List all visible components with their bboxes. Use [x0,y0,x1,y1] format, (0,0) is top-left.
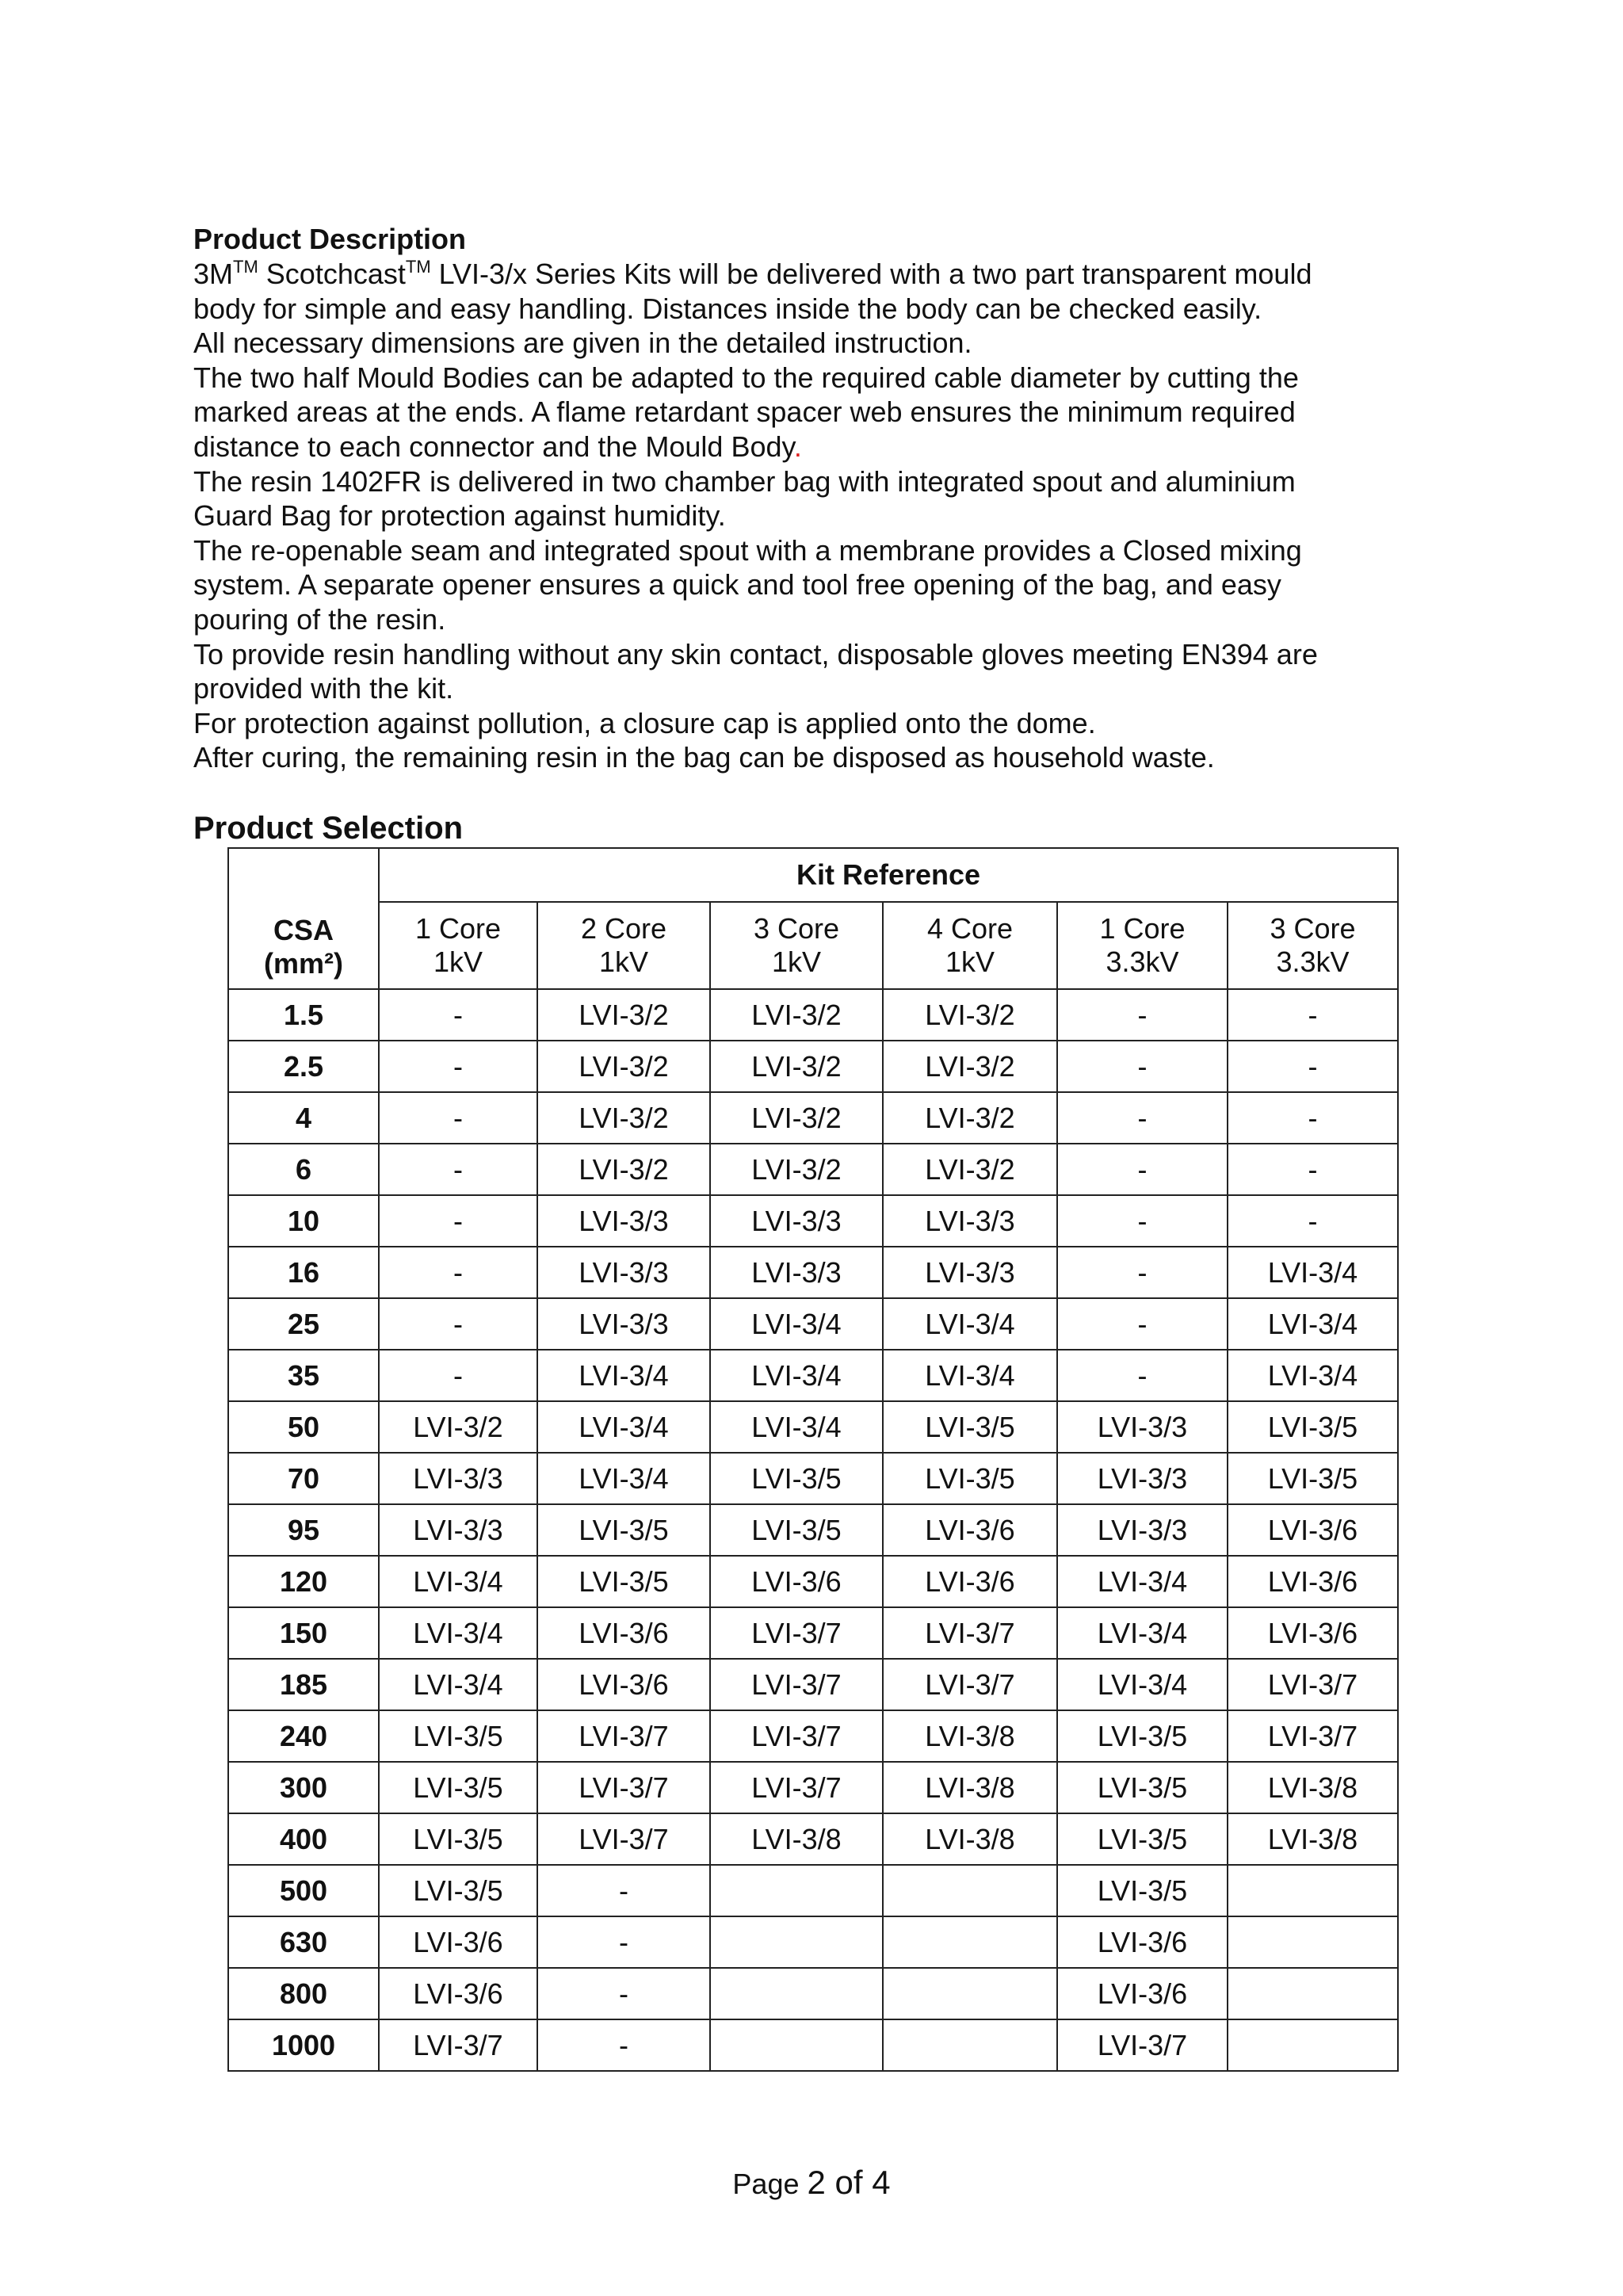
description-line: body for simple and easy handling. Distances inside the body can be checked easily. [193,292,1262,325]
kit-cell: LVI-3/5 [379,1710,537,1762]
kit-cell: LVI-3/5 [883,1401,1057,1453]
kit-cell: LVI-3/6 [379,1916,537,1968]
description-line: After curing, the remaining resin in the bag can be disposed as household waste. [193,741,1215,774]
csa-cell: 70 [228,1453,379,1504]
kit-cell [883,1865,1057,1916]
kit-cell: LVI-3/4 [1228,1298,1398,1350]
kit-cell: LVI-3/4 [710,1401,883,1453]
kit-cell: LVI-3/7 [710,1659,883,1710]
table-row [228,1401,1398,1453]
kit-cell: LVI-3/2 [883,1092,1057,1144]
kit-cell: LVI-3/5 [1228,1453,1398,1504]
kit-cell: - [379,1195,537,1247]
kit-cell: LVI-3/7 [710,1762,883,1813]
kit-cell: LVI-3/2 [710,1092,883,1144]
description-line: pouring of the resin. [193,602,446,636]
kit-cell: LVI-3/6 [1057,1916,1228,1968]
kit-cell: LVI-3/3 [710,1195,883,1247]
column-header [1228,902,1398,989]
kit-cell: LVI-3/4 [710,1350,883,1401]
kit-cell: LVI-3/7 [379,2019,537,2071]
kit-cell: LVI-3/7 [710,1607,883,1659]
csa-cell: 630 [228,1916,379,1968]
kit-cell [1228,1916,1398,1968]
description-line: All necessary dimensions are given in the detailed instruction. [193,327,972,360]
kit-cell: LVI-3/4 [1228,1350,1398,1401]
kit-cell: LVI-3/7 [710,1710,883,1762]
csa-cell: 500 [228,1865,379,1916]
kit-cell: LVI-3/4 [883,1350,1057,1401]
table-row [228,1195,1398,1247]
table-row [228,1298,1398,1350]
description-line [193,430,1398,464]
kit-cell: LVI-3/4 [1057,1607,1228,1659]
kit-cell: LVI-3/6 [379,1968,537,2019]
kit-cell: LVI-3/2 [710,1041,883,1092]
kit-cell: LVI-3/2 [537,1041,710,1092]
column-header-voltage: 1kV [598,946,649,978]
kit-cell: - [379,1144,537,1195]
kit-cell: LVI-3/7 [1228,1710,1398,1762]
table-row [228,1710,1398,1762]
table-row [228,1247,1398,1298]
kit-cell: LVI-3/4 [379,1659,537,1710]
csa-cell: 6 [228,1144,379,1195]
kit-cell: - [379,1350,537,1401]
kit-cell: LVI-3/4 [537,1350,710,1401]
description-line: For protection against pollution, a closure cap is applied onto the dome. [193,706,1096,739]
kit-cell [883,1968,1057,2019]
column-header-voltage: 3.3kV [1106,946,1179,978]
kit-cell: LVI-3/4 [1057,1556,1228,1607]
kit-cell: LVI-3/6 [537,1659,710,1710]
column-header [379,902,537,989]
csa-cell: 50 [228,1401,379,1453]
table-row [228,1453,1398,1504]
csa-cell: 400 [228,1813,379,1865]
kit-cell: LVI-3/5 [710,1504,883,1556]
kit-cell: - [379,1247,537,1298]
description-line [193,257,1398,292]
csa-cell: 35 [228,1350,379,1401]
kit-cell: - [1057,989,1228,1041]
column-header-core: 4 Core [926,912,1014,945]
kit-cell: - [1228,1041,1398,1092]
description-title: Product Description [193,223,467,255]
kit-cell: LVI-3/7 [537,1813,710,1865]
kit-cell: LVI-3/2 [537,1092,710,1144]
kit-cell: LVI-3/3 [1057,1453,1228,1504]
footer-page-label: Page [732,2168,808,2200]
kit-cell: LVI-3/4 [710,1298,883,1350]
column-header-core: 1 Core [1099,912,1186,945]
csa-cell: 150 [228,1607,379,1659]
column-header [883,902,1057,989]
csa-cell: 185 [228,1659,379,1710]
table-row [228,1144,1398,1195]
column-header-voltage: 1kV [945,946,995,978]
kit-cell: LVI-3/3 [883,1247,1057,1298]
column-header-core: 3 Core [1270,912,1356,945]
table-row [228,1504,1398,1556]
text-line1-rest: LVI-3/x Series Kits will be delivered with a two part transparent mould [430,258,1312,290]
kit-cell: LVI-3/2 [710,989,883,1041]
kit-cell: LVI-3/7 [1228,1659,1398,1710]
csa-cell: 800 [228,1968,379,2019]
column-header [710,902,883,989]
kit-cell: LVI-3/3 [537,1247,710,1298]
kit-cell [1228,2019,1398,2071]
kit-cell [710,1968,883,2019]
table-row [228,989,1398,1041]
trademark-sup: TM [233,257,258,277]
kit-cell: LVI-3/4 [537,1401,710,1453]
csa-cell: 1.5 [228,989,379,1041]
kit-cell: LVI-3/4 [537,1453,710,1504]
csa-cell: 95 [228,1504,379,1556]
kit-cell: LVI-3/8 [710,1813,883,1865]
kit-cell: LVI-3/8 [1228,1813,1398,1865]
kit-cell: LVI-3/4 [1228,1247,1398,1298]
kit-cell: - [1057,1247,1228,1298]
table-row [228,2019,1398,2071]
kit-cell: - [1057,1195,1228,1247]
kit-cell: - [1228,1092,1398,1144]
kit-cell: - [1057,1092,1228,1144]
kit-cell: LVI-3/5 [379,1762,537,1813]
kit-cell: LVI-3/3 [537,1298,710,1350]
csa-header [228,848,379,989]
description-line: marked areas at the ends. A flame retardant spacer web ensures the minimum required [193,395,1296,429]
kit-cell: LVI-3/5 [537,1556,710,1607]
column-header [1057,902,1228,989]
kit-cell: LVI-3/5 [537,1504,710,1556]
kit-cell: LVI-3/2 [537,989,710,1041]
description-line: system. A separate opener ensures a quick and tool free opening of the bag, and easy [193,568,1281,602]
kit-cell: LVI-3/2 [710,1144,883,1195]
column-header-core: 1 Core [414,912,502,945]
kit-cell: LVI-3/7 [1057,2019,1228,2071]
kit-cell: - [1228,1195,1398,1247]
kit-cell: - [1228,1144,1398,1195]
kit-cell: LVI-3/5 [1057,1865,1228,1916]
kit-cell: - [379,1092,537,1144]
csa-cell: 2.5 [228,1041,379,1092]
kit-cell: LVI-3/8 [883,1762,1057,1813]
kit-cell: - [537,2019,710,2071]
kit-cell [883,2019,1057,2071]
column-header-core: 2 Core [580,912,667,945]
kit-cell [710,2019,883,2071]
kit-cell: - [537,1968,710,2019]
kit-cell: - [379,1041,537,1092]
table-row [228,1607,1398,1659]
red-period: . [793,430,802,463]
kit-cell [883,1916,1057,1968]
kit-reference-header: Kit Reference [379,848,1398,902]
product-selection-title: Product Selection [193,811,464,846]
description-line: The two half Mould Bodies can be adapted to the required cable diameter by cutting the [193,361,1299,394]
kit-cell: - [1228,989,1398,1041]
kit-cell: LVI-3/4 [883,1298,1057,1350]
page-footer [0,2164,1623,2202]
description-line: provided with the kit. [193,672,454,705]
csa-cell: 120 [228,1556,379,1607]
text-3m: 3M [193,258,234,290]
kit-cell: LVI-3/6 [537,1607,710,1659]
kit-cell: LVI-3/5 [379,1813,537,1865]
product-selection-table [227,847,1399,2072]
table-row [228,1968,1398,2019]
kit-cell: LVI-3/6 [1228,1504,1398,1556]
table-row [228,1092,1398,1144]
table-row [228,1556,1398,1607]
column-header [537,902,710,989]
kit-cell: LVI-3/5 [710,1453,883,1504]
kit-cell: LVI-3/5 [1057,1813,1228,1865]
csa-cell: 10 [228,1195,379,1247]
kit-cell: LVI-3/7 [883,1607,1057,1659]
kit-cell: - [379,1298,537,1350]
kit-cell: LVI-3/7 [537,1710,710,1762]
description-line: Guard Bag for protection against humidity. [193,499,726,533]
kit-cell: LVI-3/8 [883,1710,1057,1762]
csa-cell: 300 [228,1762,379,1813]
csa-cell: 16 [228,1247,379,1298]
column-header-core: 3 Core [753,912,840,945]
kit-cell: LVI-3/4 [379,1607,537,1659]
kit-cell: LVI-3/2 [537,1144,710,1195]
kit-cell: LVI-3/6 [883,1556,1057,1607]
kit-cell: - [537,1865,710,1916]
kit-cell: LVI-3/3 [537,1195,710,1247]
csa-cell: 25 [228,1298,379,1350]
description-line: To provide resin handling without any skin contact, disposable gloves meeting EN394 are [193,637,1318,670]
csa-cell: 4 [228,1092,379,1144]
table-row [228,1659,1398,1710]
description-line: The re-openable seam and integrated spout with a membrane provides a Closed mixing [193,533,1302,567]
kit-cell: LVI-3/6 [1057,1968,1228,2019]
kit-cell [710,1916,883,1968]
kit-cell: LVI-3/5 [379,1865,537,1916]
csa-cell: 240 [228,1710,379,1762]
kit-cell: LVI-3/3 [379,1453,537,1504]
column-header-voltage: 3.3kV [1276,946,1350,978]
kit-cell: LVI-3/5 [883,1453,1057,1504]
trademark-sup: TM [405,257,431,277]
kit-cell: LVI-3/4 [379,1556,537,1607]
kit-cell: LVI-3/7 [537,1762,710,1813]
text-line6: distance to each connector and the Mould Body [193,430,794,463]
kit-cell: LVI-3/2 [379,1401,537,1453]
table-row [228,1762,1398,1813]
table-row [228,1916,1398,1968]
text-scotchcast: Scotchcast [258,258,406,290]
column-header-voltage: 1kV [433,946,483,978]
kit-cell: LVI-3/6 [1228,1607,1398,1659]
footer-page-number: 2 of 4 [807,2164,891,2201]
kit-cell: LVI-3/2 [883,1144,1057,1195]
description-line: The resin 1402FR is delivered in two chamber bag with integrated spout and aluminium [193,464,1296,498]
kit-cell: LVI-3/4 [1057,1659,1228,1710]
kit-cell [710,1865,883,1916]
kit-cell: - [537,1916,710,1968]
kit-cell: LVI-3/6 [710,1556,883,1607]
column-header-voltage: 1kV [771,946,822,978]
table-row [228,1350,1398,1401]
kit-cell: LVI-3/7 [883,1659,1057,1710]
kit-cell: - [1057,1298,1228,1350]
kit-cell: LVI-3/3 [710,1247,883,1298]
kit-cell: LVI-3/6 [1228,1556,1398,1607]
kit-cell: LVI-3/3 [1057,1504,1228,1556]
kit-cell: LVI-3/3 [883,1195,1057,1247]
csa-header-unit: (mm²) [264,947,343,980]
kit-cell: LVI-3/5 [1057,1710,1228,1762]
kit-cell [1228,1865,1398,1916]
kit-cell: LVI-3/8 [1228,1762,1398,1813]
product-description [193,222,1398,775]
table-row [228,1865,1398,1916]
kit-cell: - [1057,1144,1228,1195]
kit-cell: - [379,989,537,1041]
kit-cell: LVI-3/8 [883,1813,1057,1865]
kit-cell: LVI-3/5 [1057,1762,1228,1813]
table-row [228,1813,1398,1865]
kit-cell: LVI-3/6 [883,1504,1057,1556]
csa-cell: 1000 [228,2019,379,2071]
kit-cell: LVI-3/3 [379,1504,537,1556]
kit-cell: LVI-3/3 [1057,1401,1228,1453]
kit-cell: LVI-3/5 [1228,1401,1398,1453]
table-row [228,1041,1398,1092]
kit-cell [1228,1968,1398,2019]
kit-cell: - [1057,1350,1228,1401]
kit-cell: LVI-3/2 [883,1041,1057,1092]
kit-cell: LVI-3/2 [883,989,1057,1041]
kit-cell: - [1057,1041,1228,1092]
csa-header-label: CSA [273,914,334,946]
